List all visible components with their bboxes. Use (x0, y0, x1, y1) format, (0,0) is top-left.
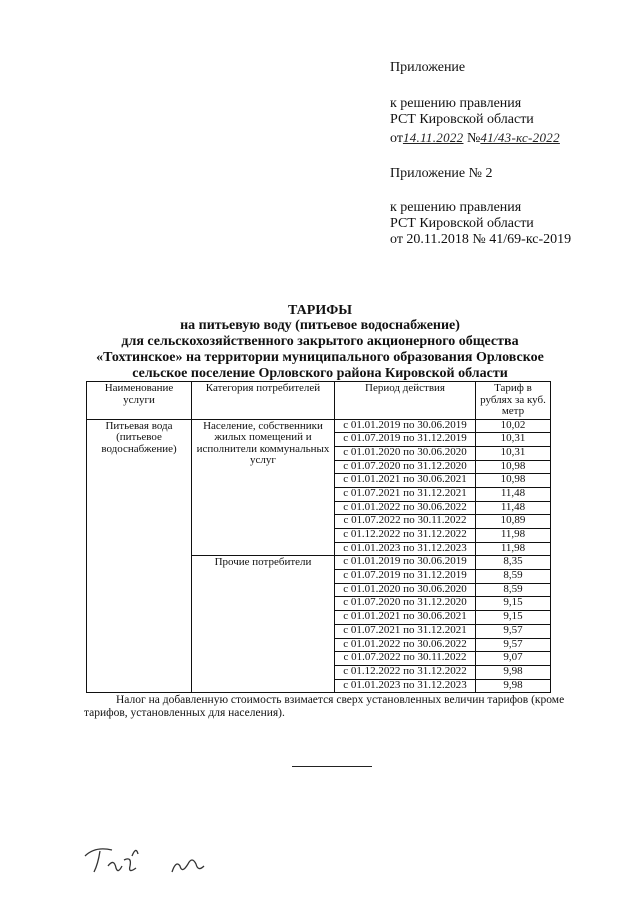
tariff-cell: 8,35 (476, 556, 551, 570)
title-line-5: сельское поселение Орловского района Кировской области (132, 366, 508, 381)
header-service: Наименование услуги (87, 382, 192, 420)
tariff-cell: 10,89 (476, 515, 551, 529)
period-cell: с 01.07.2021 по 31.12.2021 (335, 624, 476, 638)
doc-title: ТАРИФЫ (288, 303, 352, 318)
header-tariff: Тариф в рублях за куб. метр (476, 382, 551, 420)
period-cell: с 01.01.2020 по 30.06.2020 (335, 583, 476, 597)
period-cell: с 01.01.2022 по 30.06.2022 (335, 638, 476, 652)
appendix2-label: Приложение № 2 (390, 166, 493, 181)
original-decision-ref: от 20.11.2018 № 41/69-кс-2019 (390, 232, 572, 247)
tariff-cell: 9,15 (476, 611, 551, 625)
tariff-cell: 8,59 (476, 583, 551, 597)
tariff-cell: 9,57 (476, 638, 551, 652)
period-cell: с 01.12.2022 по 31.12.2022 (335, 529, 476, 543)
ot-label: от (390, 131, 403, 146)
number-sign: № (466, 131, 481, 146)
period-cell: с 01.07.2019 по 31.12.2019 (335, 570, 476, 584)
separator-line (292, 766, 372, 767)
period-cell: с 01.01.2023 по 31.12.2023 (335, 679, 476, 693)
tariff-cell: 9,15 (476, 597, 551, 611)
header-period: Период действия (335, 382, 476, 420)
tariff-cell: 10,98 (476, 460, 551, 474)
period-cell: с 01.07.2022 по 30.11.2022 (335, 652, 476, 666)
tariff-cell: 11,48 (476, 487, 551, 501)
period-cell: с 01.01.2021 по 30.06.2021 (335, 474, 476, 488)
to-decision-label: к решению правления (390, 96, 522, 111)
category-cell: Прочие потребители (192, 556, 335, 693)
tariff-cell: 10,31 (476, 446, 551, 460)
service-cell: Питьевая вода (питьевое водоснабжение) (87, 419, 192, 693)
tariff-cell: 8,59 (476, 570, 551, 584)
period-cell: с 01.07.2021 по 31.12.2021 (335, 487, 476, 501)
tariff-cell: 10,02 (476, 419, 551, 433)
tariff-cell: 9,07 (476, 652, 551, 666)
table-row (87, 419, 551, 433)
period-cell: с 01.07.2020 по 31.12.2020 (335, 597, 476, 611)
handwritten-number: 41/43-кс-2022 (480, 130, 560, 145)
title-line-4: «Тохтинское» на территории муниципального образования Орловское (96, 350, 544, 365)
handwritten-signature (80, 838, 220, 888)
period-cell: с 01.01.2020 по 30.06.2020 (335, 446, 476, 460)
tariff-table (86, 381, 551, 693)
period-cell: с 01.07.2020 по 31.12.2020 (335, 460, 476, 474)
period-cell: с 01.01.2019 по 30.06.2019 (335, 556, 476, 570)
tariff-cell: 9,57 (476, 624, 551, 638)
tariff-cell: 9,98 (476, 679, 551, 693)
tariff-cell: 9,98 (476, 665, 551, 679)
agency2-label: РСТ Кировской области (390, 216, 534, 231)
period-cell: с 01.12.2022 по 31.12.2022 (335, 665, 476, 679)
appendix-label: Приложение (390, 60, 466, 75)
decision-ref-line (390, 130, 560, 147)
title-line-2: на питьевую воду (питьевое водоснабжение) (180, 318, 460, 333)
tariff-cell: 10,98 (476, 474, 551, 488)
period-cell: с 01.01.2019 по 30.06.2019 (335, 419, 476, 433)
handwritten-date: 14.11.2022 (402, 130, 464, 145)
agency-label: РСТ Кировской области (390, 112, 534, 127)
tariff-cell: 11,98 (476, 542, 551, 556)
period-cell: с 01.01.2022 по 30.06.2022 (335, 501, 476, 515)
category-cell: Население, собственники жилых помещений и исполнители коммунальных услуг (192, 419, 335, 556)
tariff-cell: 11,98 (476, 529, 551, 543)
table-header-row (87, 382, 551, 420)
period-cell: с 01.07.2022 по 30.11.2022 (335, 515, 476, 529)
title-line-3: для сельскохозяйственного закрытого акционерного общества (121, 334, 519, 349)
tariff-cell: 11,48 (476, 501, 551, 515)
to-decision2-label: к решению правления (390, 200, 522, 215)
vat-note: Налог на добавленную стоимость взимается сверх установленных величин тарифов (кроме тарифов, установленных для населения). (84, 694, 565, 719)
tariff-cell: 10,31 (476, 433, 551, 447)
period-cell: с 01.01.2023 по 31.12.2023 (335, 542, 476, 556)
period-cell: с 01.01.2021 по 30.06.2021 (335, 611, 476, 625)
header-category: Категория потребителей (192, 382, 335, 420)
period-cell: с 01.07.2019 по 31.12.2019 (335, 433, 476, 447)
